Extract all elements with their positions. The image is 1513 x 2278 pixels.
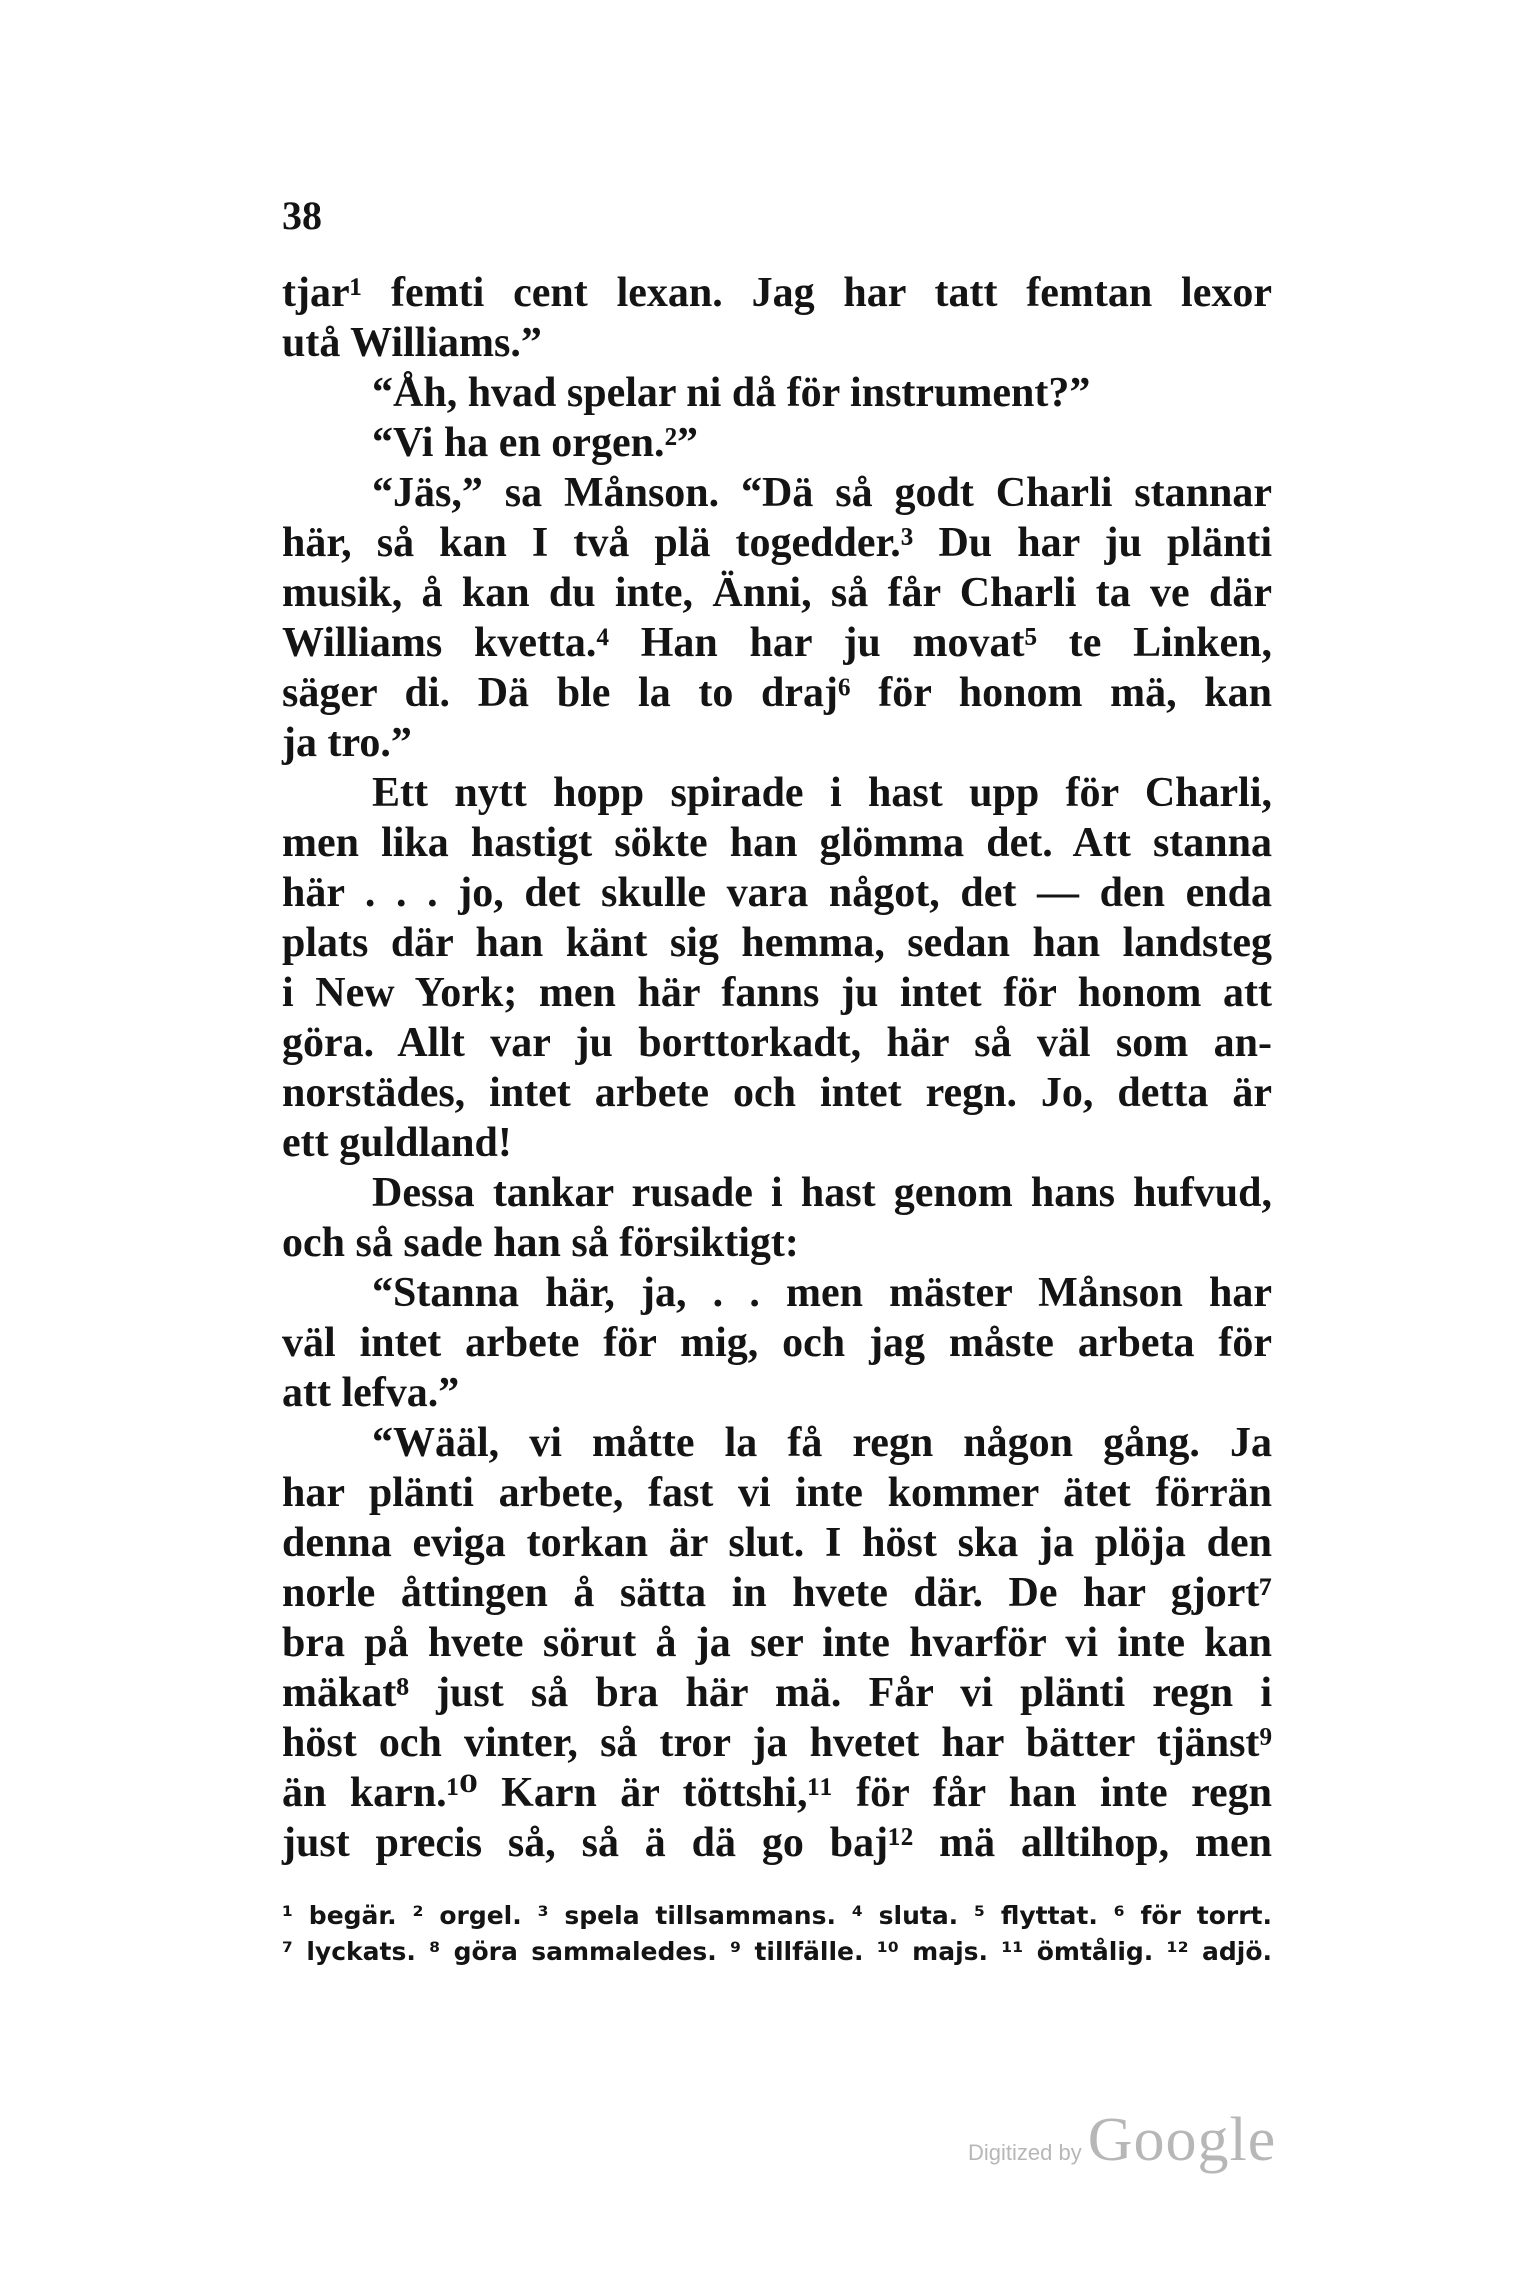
text-line: tjar¹ femti cent lexan. Jag har tatt femtan lexor [282, 270, 1272, 316]
text-line: men lika hastigt sökte han glömma det. Att stanna [282, 820, 1272, 866]
text-line: utå Williams.” [282, 320, 542, 366]
text-line: musik, å kan du inte, Änni, så får Charli ta ve där [282, 570, 1272, 616]
text-line: Dessa tankar rusade i hast genom hans hufvud, [372, 1170, 1272, 1216]
text-line: Williams kvetta.⁴ Han har ju movat⁵ te Linken, [282, 620, 1272, 666]
text-line: har plänti arbete, fast vi inte kommer ätet förrän [282, 1470, 1272, 1516]
google-logo: Google [1087, 2106, 1277, 2174]
body-text [282, 268, 1272, 1868]
text-line: just precis så, så ä dä go baj¹² mä alltihop, men [282, 1820, 1272, 1866]
text-line: väl intet arbete för mig, och jag måste arbeta för [282, 1320, 1272, 1366]
text-line: i New York; men här fanns ju intet för honom att [282, 970, 1272, 1016]
text-line: “Wääl, vi måtte la få regn någon gång. Ja [372, 1420, 1272, 1466]
text-line: höst och vinter, så tror ja hvetet har bätter tjänst⁹ [282, 1720, 1272, 1766]
text-line: mäkat⁸ just så bra här mä. Får vi plänti regn i [282, 1670, 1272, 1716]
text-line: här, så kan I två plä togedder.³ Du har ju plänti [282, 520, 1272, 566]
text-line: plats där han känt sig hemma, sedan han landsteg [282, 920, 1272, 966]
text-line: Ett nytt hopp spirade i hast upp för Charli, [372, 770, 1272, 816]
footnote-line: ⁷ lyckats. ⁸ göra sammaledes. ⁹ tillfälle. ¹⁰ majs. ¹¹ ömtålig. ¹² adjö. [282, 1937, 1272, 1966]
text-line: här . . . jo, det skulle vara något, det — den enda [282, 870, 1272, 916]
text-line: än karn.¹⁰ Karn är töttshi,¹¹ för får han inte regn [282, 1770, 1272, 1816]
text-line: “Vi ha en orgen.²” [372, 420, 699, 466]
text-line: norstädes, intet arbete och intet regn. Jo, detta är [282, 1070, 1272, 1116]
text-line: säger di. Dä ble la to draj⁶ för honom mä, kan [282, 670, 1272, 716]
footnotes [282, 1898, 1272, 1970]
text-line: ja tro.” [282, 720, 412, 766]
text-line: ett guldland! [282, 1120, 512, 1166]
footnote-line: ¹ begär. ² orgel. ³ spela tillsammans. ⁴ sluta. ⁵ flyttat. ⁶ för torrt. [282, 1901, 1272, 1930]
text-line: denna eviga torkan är slut. I höst ska ja plöja den [282, 1520, 1272, 1566]
text-line: “Stanna här, ja, . . men mäster Månson har [372, 1270, 1272, 1316]
text-line: bra på hvete sörut å ja ser inte hvarför vi inte kan [282, 1620, 1272, 1666]
text-line: “Jäs,” sa Månson. “Dä så godt Charli stannar [372, 470, 1272, 516]
text-line: att lefva.” [282, 1370, 460, 1416]
text-line: norle åttingen å sätta in hvete där. De har gjort⁷ [282, 1570, 1272, 1616]
text-line: “Åh, hvad spelar ni då för instrument?” [372, 370, 1091, 416]
page-number: 38 [282, 193, 322, 238]
text-line: göra. Allt var ju borttorkadt, här så väl som an- [282, 1020, 1272, 1066]
text-line: och så sade han så försiktigt: [282, 1220, 799, 1266]
watermark-prefix: Digitized by [968, 2140, 1082, 2165]
google-watermark [968, 2105, 1276, 2185]
